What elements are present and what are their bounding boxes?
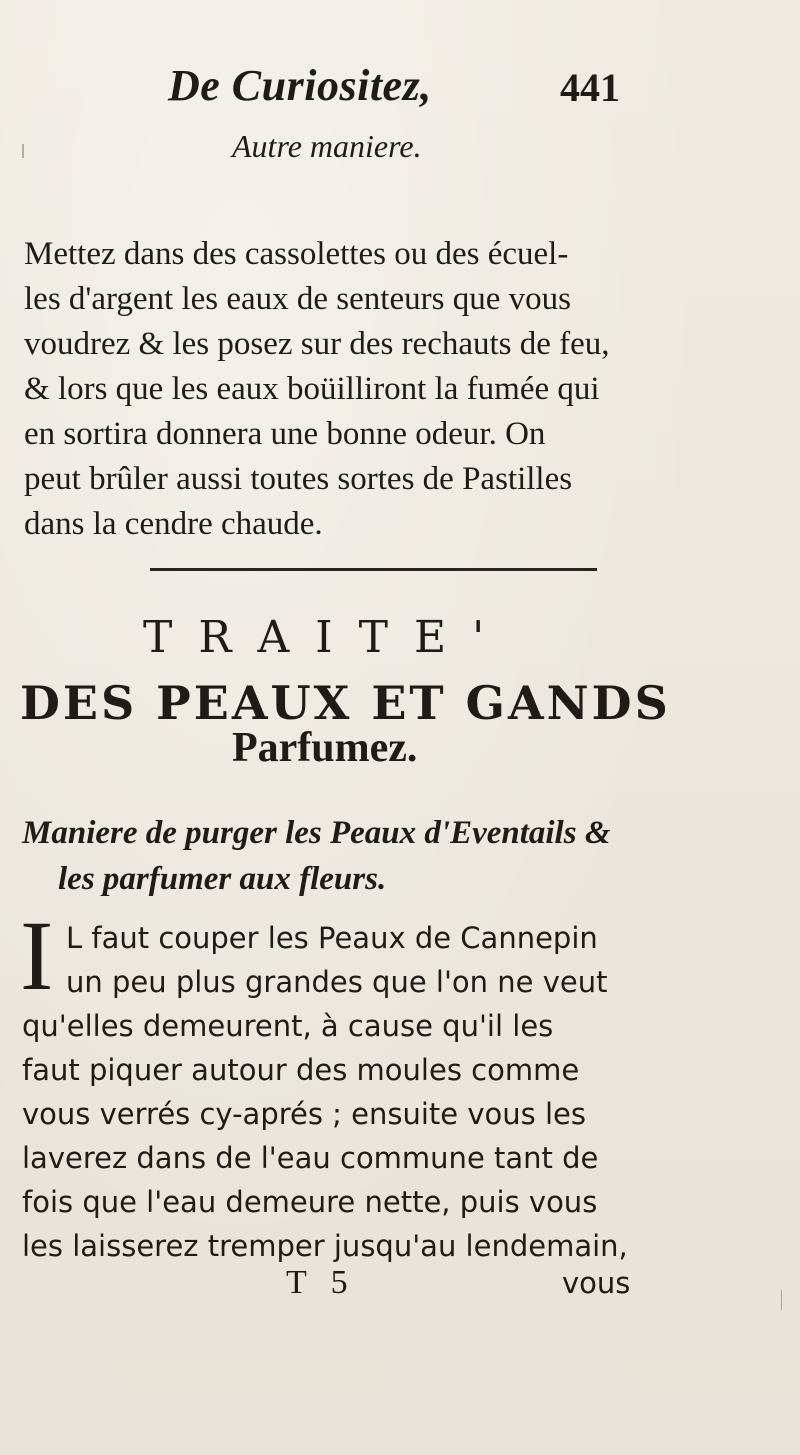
treatise-title: TRAITE' (143, 612, 511, 663)
section-subtitle: Autre maniere. (232, 128, 422, 164)
text-line: faut piquer autour des moules comme (22, 1053, 580, 1087)
drop-cap-initial: I (20, 900, 54, 1011)
text-line: & lors que les eaux boüilliront la fumée qui (24, 371, 600, 407)
treatise-subject: DES PEAUX ET GANDS (20, 676, 671, 730)
text-line: peut brûler aussi toutes sortes de Pastilles (24, 461, 573, 497)
heading-line: les parfumer aux fleurs. (58, 861, 387, 897)
horizontal-rule (150, 568, 597, 571)
text-line: fois que l'eau demeure nette, puis vous (22, 1185, 598, 1219)
running-title: De Curiositez, (168, 61, 432, 110)
text-line: dans la cendre chaude. (24, 506, 323, 542)
text-line: voudrez & les posez sur des rechauts de feu, (24, 326, 610, 362)
catchword: vous (562, 1266, 631, 1300)
paper-speck (22, 144, 24, 158)
text-line: laverez dans de l'eau commune tant de (22, 1141, 599, 1175)
text-line: en sortira donnera une bonne odeur. On (24, 416, 546, 452)
section-heading (22, 810, 611, 902)
text-line: Mettez dans des cassolettes ou des écuel- (24, 236, 569, 272)
paragraph-1 (24, 232, 624, 547)
treatise-qualifier: Parfumez. (232, 725, 418, 771)
heading-line: Maniere de purger les Peaux d'Eventails & (22, 815, 611, 851)
text-line: les d'argent les eaux de senteurs que vous (24, 281, 571, 317)
signature-mark: T 5 (286, 1264, 356, 1301)
text-line: L faut couper les Peaux de Cannepin (66, 921, 598, 955)
paper-speck (781, 1290, 782, 1310)
page-number: 441 (560, 65, 620, 110)
text-line: vous verrés cy-aprés ; ensuite vous les (22, 1097, 586, 1131)
text-line: un peu plus grandes que l'on ne veut (66, 965, 608, 999)
text-line: qu'elles demeurent, à cause qu'il les (22, 1009, 554, 1043)
paragraph-2 (22, 916, 642, 1268)
text-line: les laisserez tremper jusqu'au lendemain, (22, 1229, 628, 1263)
